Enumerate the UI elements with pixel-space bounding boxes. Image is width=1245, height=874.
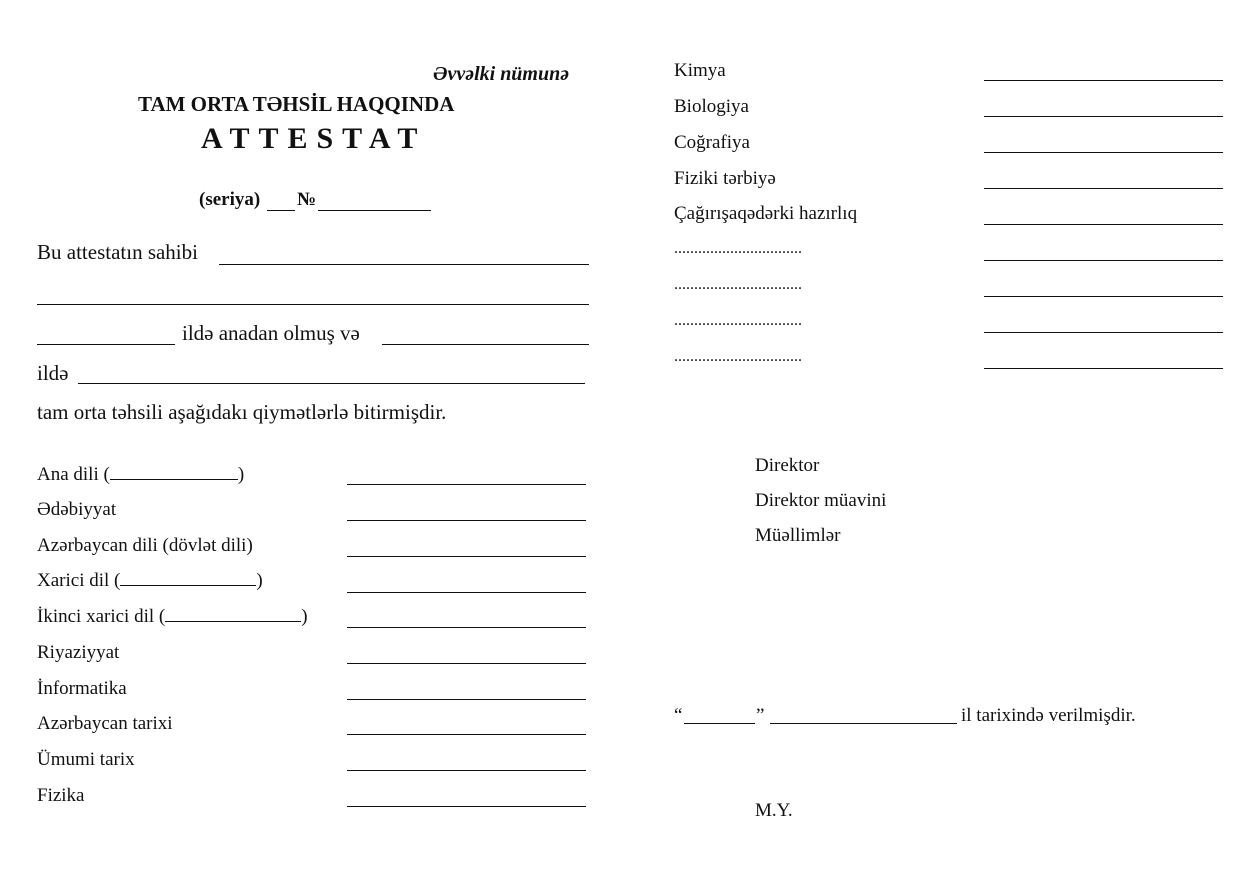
grade-field[interactable]	[347, 699, 586, 700]
language-field[interactable]	[120, 571, 256, 586]
subject-label: Azərbaycan tarixi	[37, 713, 173, 734]
subject-label: Kimya	[674, 60, 726, 81]
number-sign: №	[297, 189, 317, 210]
grade-field[interactable]	[347, 520, 586, 521]
issue-text: il tarixində verilmişdir.	[961, 705, 1136, 726]
sample-label: Əvvəlki nümunə	[433, 63, 570, 85]
subject-label: Biologiya	[674, 96, 749, 117]
grade-field[interactable]	[984, 224, 1223, 225]
subject-label: Ədəbiyyat	[37, 499, 117, 520]
subject-label: Ümumi tarix	[37, 749, 135, 770]
birth-place-field[interactable]	[382, 344, 589, 345]
grade-field[interactable]	[347, 770, 586, 771]
seal-label: M.Y.	[755, 800, 793, 821]
subject-label: Coğrafiya	[674, 132, 750, 153]
subject-label: Çağırışaqədərki hazırlıq	[674, 203, 858, 224]
holder-label: Bu attestatın sahibi	[37, 240, 198, 264]
grade-field[interactable]	[984, 188, 1223, 189]
grade-field[interactable]	[347, 806, 586, 807]
document-subtitle: ATTESTAT	[201, 122, 427, 155]
issue-day-field[interactable]	[684, 723, 755, 724]
grade-field[interactable]	[984, 260, 1223, 261]
born-text: ildə anadan olmuş və	[182, 321, 360, 345]
grade-field[interactable]	[347, 627, 586, 628]
holder-name-field-2[interactable]	[37, 304, 589, 305]
grade-field[interactable]	[984, 152, 1223, 153]
subject-label: Azərbaycan dili (dövlət dili)	[37, 535, 253, 556]
subject-label: Riyaziyyat	[37, 642, 120, 663]
subject-placeholder[interactable]: ................................	[674, 348, 802, 365]
series-label: (seriya)	[199, 189, 261, 210]
language-field[interactable]	[165, 607, 301, 622]
open-quote: “	[674, 705, 683, 726]
grade-field[interactable]	[984, 116, 1223, 117]
grade-field[interactable]	[984, 332, 1223, 333]
school-field[interactable]	[78, 383, 585, 384]
grade-field[interactable]	[347, 734, 586, 735]
grade-field[interactable]	[347, 484, 586, 485]
grade-field[interactable]	[347, 556, 586, 557]
teachers-label: Müəllimlər	[755, 525, 841, 546]
grade-field[interactable]	[984, 296, 1223, 297]
language-field[interactable]	[110, 465, 238, 480]
deputy-director-label: Direktor müavini	[755, 490, 887, 511]
grade-field[interactable]	[984, 80, 1223, 81]
subject-placeholder[interactable]: ................................	[674, 276, 802, 293]
close-quote: ”	[756, 705, 765, 726]
year-prefix: ildə	[37, 361, 69, 385]
subject-label: Fiziki tərbiyə	[674, 168, 776, 189]
subject-label: Ana dili ( )	[37, 464, 245, 485]
grade-field[interactable]	[347, 663, 586, 664]
number-field[interactable]	[318, 210, 431, 211]
director-label: Direktor	[755, 455, 820, 476]
subject-label: İnformatika	[37, 678, 127, 699]
series-field[interactable]	[267, 210, 295, 211]
subject-label: Xarici dil ( )	[37, 570, 263, 591]
birth-year-field[interactable]	[37, 344, 175, 345]
finish-text: tam orta təhsili aşağıdakı qiymətlərlə bitirmişdir.	[37, 400, 447, 424]
grade-field[interactable]	[347, 592, 586, 593]
issue-month-field[interactable]	[770, 723, 957, 724]
grade-field[interactable]	[984, 368, 1223, 369]
subject-placeholder[interactable]: ................................	[674, 240, 802, 257]
holder-name-field[interactable]	[219, 264, 589, 265]
document-title: TAM ORTA TƏHSİL HAQQINDA	[138, 92, 455, 116]
subject-label: İkinci xarici dil ( )	[37, 606, 308, 627]
subject-placeholder[interactable]: ................................	[674, 312, 802, 329]
subject-label: Fizika	[37, 785, 85, 806]
